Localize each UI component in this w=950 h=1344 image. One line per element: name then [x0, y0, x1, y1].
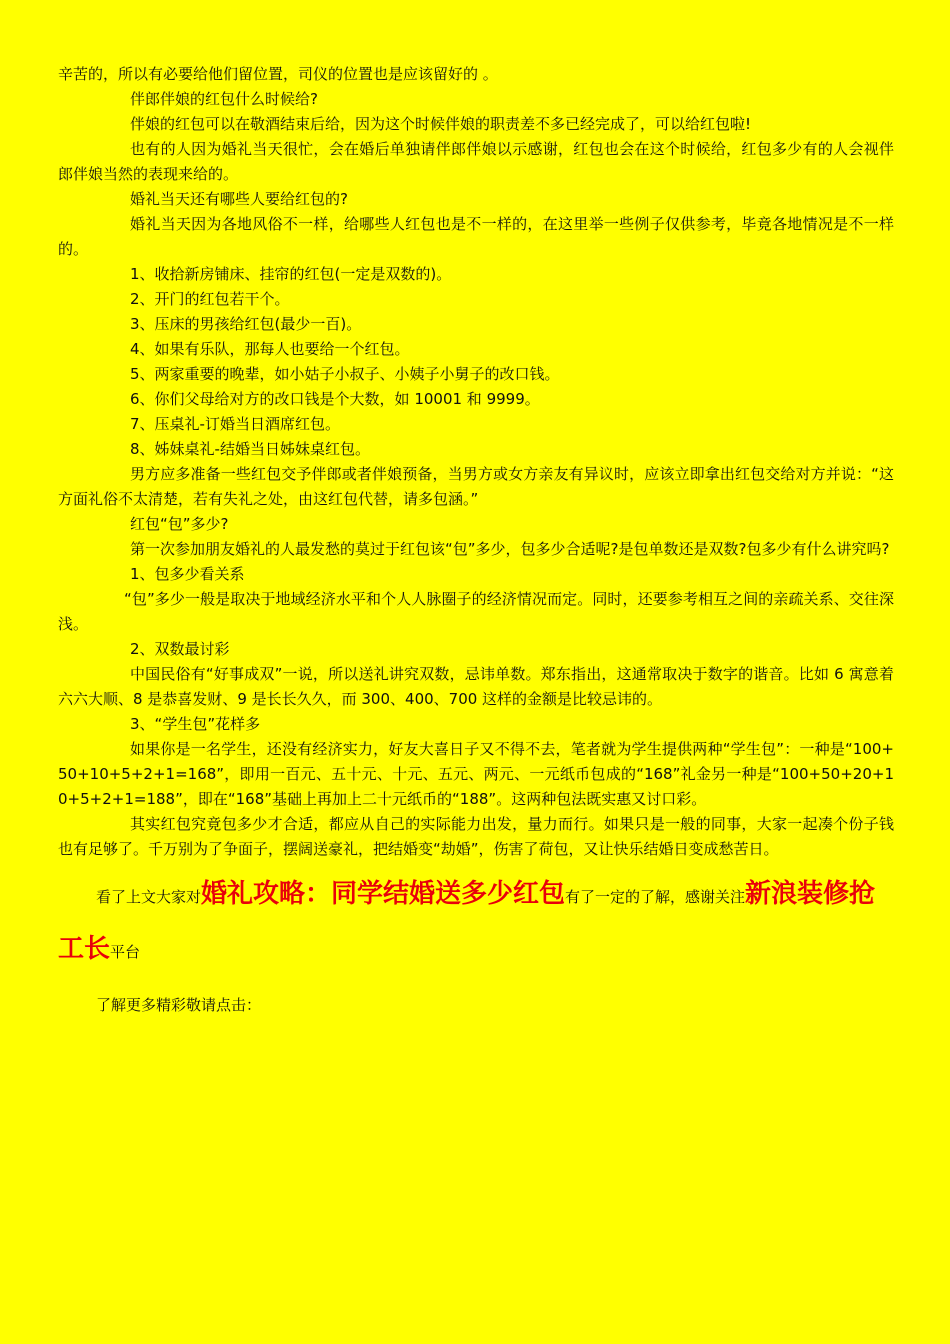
list-item: 6、你们父母给对方的改口钱是个大数，如 10001 和 9999。: [130, 390, 540, 408]
paragraph: 婚礼当天因为各地风俗不一样，给哪些人红包也是不一样的，在这里举一些例子仅供参考，毕竟各地情况是不一样的。: [58, 215, 894, 258]
paragraph-heading: 红包“包”多少?: [130, 515, 229, 533]
list-item: 8、姊妹桌礼-结婚当日姊妹桌红包。: [130, 440, 370, 458]
closing-middle: 有了一定的了解，感谢关注: [565, 888, 746, 906]
paragraph: “包”多少一般是取决于地域经济水平和个人人脉圈子的经济情况而定。同时，还要参考相互之间的亲疏关系、交往深浅。: [58, 590, 894, 633]
list-item: 4、如果有乐队，那每人也要给一个红包。: [130, 340, 410, 358]
paragraph: 中国民俗有“好事成双”一说，所以送礼讲究双数，忌讳单数。郑东指出，这通常取决于数字的谐音。比如 6 寓意着六六大顺、8 是恭喜发财、9 是长长久久，而 300、400、700 这样的金额是比较忌讳的。: [58, 665, 894, 708]
closing-suffix: 平台: [110, 943, 141, 961]
list-item: 1、收拾新房铺床、挂帘的红包(一定是双数的)。: [130, 265, 452, 283]
paragraph: 伴娘的红包可以在敬酒结束后给，因为这个时候伴娘的职责差不多已经完成了，可以给红包啦!: [130, 115, 752, 133]
paragraph: 其实红包究竟包多少才合适，都应从自己的实际能力出发，量力而行。如果只是一般的同事，大家一起凑个份子钱也有足够了。千万别为了争面子，摆阔送豪礼，把结婚变“劫婚”，伤害了荷包，又让快乐结婚日变成愁苦日。: [58, 815, 894, 858]
read-more-text: 了解更多精彩敬请点击：: [96, 996, 262, 1014]
paragraph: 如果你是一名学生，还没有经济实力，好友大喜日子又不得不去，笔者就为学生提供两种“学生包”：一种是“100+50+10+5+2+1=168”，即用一百元、五十元、十元、五元、两元、一元纸币包成的“168”礼金另一种是“100+50+20+10+5+2+1=188”，即在“168”基础上再加上二十元纸币的“188”。这两种包法既实惠又讨口彩。: [58, 740, 894, 808]
section-heading: 2、双数最讨彩: [130, 640, 230, 658]
closing-paragraph: [58, 868, 894, 978]
paragraph-heading: 婚礼当天还有哪些人要给红包的?: [130, 190, 348, 208]
list-item: 7、压桌礼-订婚当日酒席红包。: [130, 415, 340, 433]
list-item: 2、开门的红包若干个。: [130, 290, 290, 308]
paragraph: 男方应多准备一些红包交予伴郎或者伴娘预备，当男方或女方亲友有异议时，应该立即拿出红包交给对方并说：“这方面礼俗不太清楚，若有失礼之处，由这红包代替，请多包涵。”: [58, 465, 894, 508]
paragraph-heading: 伴郎伴娘的红包什么时候给?: [130, 90, 318, 108]
brand-link[interactable]: 新浪装修抢工长: [58, 879, 876, 964]
paragraph: 第一次参加朋友婚礼的人最发愁的莫过于红包该“包”多少，包多少合适呢?是包单数还是双数?包多少有什么讲究吗?: [130, 540, 890, 558]
section-heading: 1、包多少看关系: [130, 565, 245, 583]
paragraph: 辛苦的，所以有必要给他们留位置，司仪的位置也是应该留好的 。: [58, 65, 498, 83]
article-title-link[interactable]: 婚礼攻略：同学结婚送多少红包: [201, 879, 566, 909]
document-page: [58, 62, 894, 1018]
closing-prefix: 看了上文大家对: [96, 888, 202, 906]
list-item: 5、两家重要的晚辈，如小姑子小叔子、小姨子小舅子的改口钱。: [130, 365, 560, 383]
section-heading: 3、“学生包”花样多: [130, 715, 261, 733]
list-item: 3、压床的男孩给红包(最少一百)。: [130, 315, 362, 333]
paragraph: 也有的人因为婚礼当天很忙，会在婚后单独请伴郎伴娘以示感谢，红包也会在这个时候给，红包多少有的人会视伴郎伴娘当然的表现来给的。: [58, 140, 894, 183]
